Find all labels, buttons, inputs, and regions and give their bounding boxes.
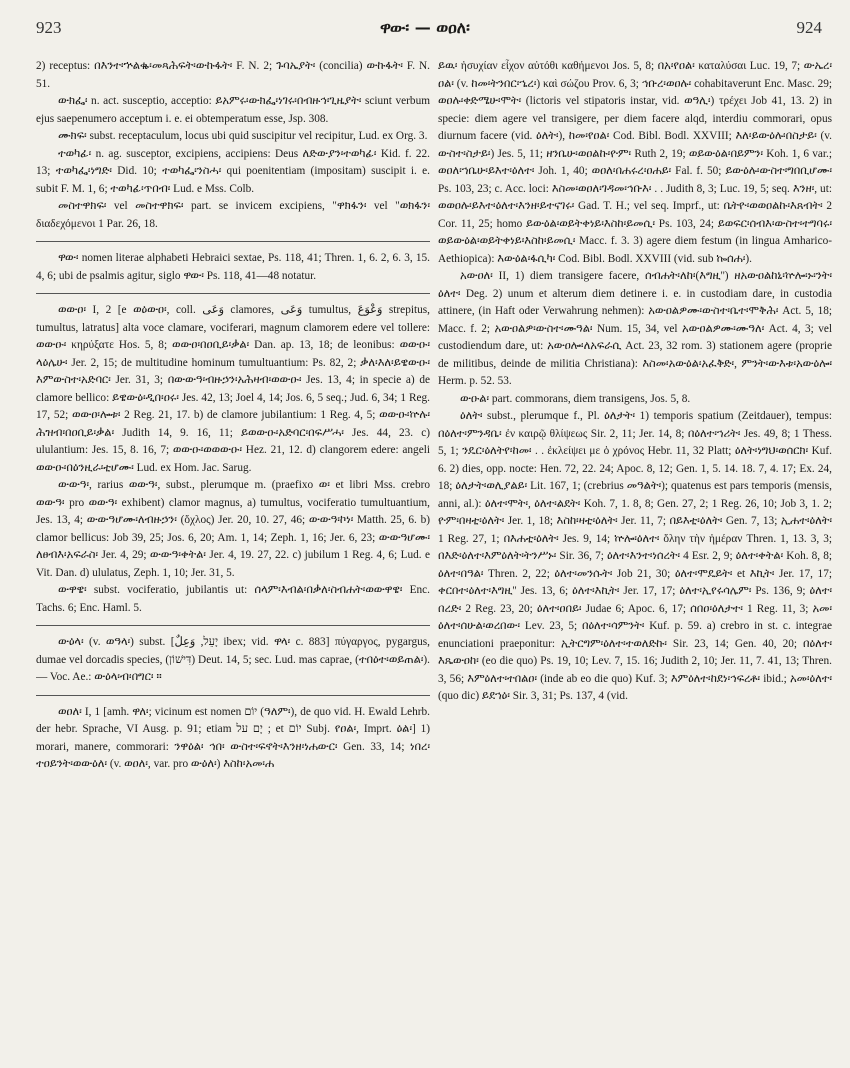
dictionary-entry: ውውዓ፡, rarius ወውዓ፡, subst., plerumque m. (praefixo ወ፡ et libri Mss. crebro ወውዓ፡ pro ወውዓ፡ exhibent) clamor magnus, a) tumultus, vociferatio tumultuantium, Jes. 13, 4; ውውዓሆሙ፡ለብዙኃን፡ (ὄχλος) Jer. 20, 10. 27, 46; ውውዓ፡ኮነ፡ Matth. 25, 6. b) clamor bellicus: Job 39, 25; Jos. 6, 20; Am. 1, 14; Zeph. 1, 16; Jer. 6, 23; ውውዓሆሙ፡ለፀብእ፡አፍራስ፡ Jer. 4, 29; ውውዓ፡ቀትል፡ Jer. 4, 19. 27, 22. c) jubilum 1 Reg. 4, 6; Lud. e Vit. Dan. d) ululatus, Zeph. 1, 10; Jer. 31, 5. [36,479,430,579]
dictionary-entry: ውክፌ፡ n. act. susceptio, acceptio: ይአምሩ፡ውክፌ፡ነገሩ፡በብዙኅ፡ጊዜያት፡ sciunt verbum ejus saepenumero acceptum i. e. ei obtemperatum esse, Jsp. 308. [36,95,430,125]
entry-divider [36,695,430,696]
running-title: ዋው፡ — ወዐለ፡ [380,18,470,37]
entry-divider [36,241,430,242]
dictionary-entry: ውዑል፡ part. commorans, diem transigens, Jos. 5, 8. [460,392,691,405]
dictionary-entry: ወውዐ፡ I, 2 [e ወዕውዐ፡, coll. وَعَى clamores, وَعَى tumultus, وَعْوَعَ strepitus, tumultus, latratus] alta voce clamare, vociferari, magnum clamorem edere vel tollere: ወውዑ፡ κηρύξατε Hos. 5, 8; ወውዐ፡በዐቢይ፡ቃል፡ Dan. ap. 13, 18; de leonibus: ወውዑ፡ላዕሌሁ፡ Jer. 2, 15; de multitudine hominum tumultuantium: Ps. 82, 2; ቃለ፡እለ፡ይዌውዑ፡እምውስተ፡አድባር፡ Jer. 31, 3; በውውዓ፡ብዙኃን፡አሕዛብ፡ወውዑ፡ Jes. 13, 4; in specie a) de clamore bellico: ይዌውዕ፡ዲበ፡ዐሩ፡ Jes. 42, 13; Joel 4, 14; Jos. 6, 5 seq.; Jud. 6, 34; 1 Reg. 17, 52; ወውዐ፡ሎቱ፡ 2 Reg. 21, 17. b) de clamore jubilantium: 1 Reg. 4, 5; ወውዑ፡ኵሉ፡ሕዝብ፡በዐቢይ፡ቃል፡ Judith 14, 9. 16, 11; ይወውዑ፡አድባር፡በፍሥሓ፡ Jes. 44, 23. c) ululantium: Jes. 15, 8. 16, 7; ወውዑ፡ወወውዑ፡ Hez. 21, 12. d) clangorem edere: angeli ወውዑ፡በዕንዚራ፡ቲሆሙ፡ Lud. ex Hom. Jac. Sarug. [36,304,430,474]
entry-divider [36,625,430,626]
page-number-right: 924 [796,18,822,37]
dictionary-entry: አውዐለ፡ II, 1) diem transigere facere, ሰብሐት፡ለከ፡(እግዚ'') ዘአውዐልከኒ፡ኵሎ፡ኑ፡ንት፡ዕለተ፡ Deg. 2) unum et alterum diem detinere i. e. in custodiam dare, in custodia attinere, (in Haft oder Verwahrung nehmen): አውዐልዎሙ፡ውስተ፡ቤተ፡ሞቅሕ፡ Act. 5, 18; Macc. f. 2; አውዐልዎ፡ውስተ፡ሙዓል፡ Num. 15, 34, vel አውዐልዎሙ፡ሙዓለ፡ Act. 4, 3; vel custodiendum dare, ut: አውዐሎ፡ለአፍራሲ Act. 23, 32 rom. 3) stationem agere (proprie de militibus, deinde de militia Christiana): እስመ፡አውዕል፡አፈቅድ፡, ምንት፡ውእቱ፡አውዕሎ፡ Herm. p. 52. 53. [438,270,832,387]
dictionary-entry: ውዋዌ፡ subst. vociferatio, jubilantis ut: ሰላም፡እብል፡በቃለ፡ስብሐት፡ወውዋዌ፡ Enc. Tachs. 6; Enc. Haml. 5. [36,584,430,614]
dictionary-entry: ዋው፡ nomen literae alphabeti Hebraici sextae, Ps. 118, 41; Thren. 1, 6. 2, 6. 3, 15. 4, 6; ubi de psalmis agitur, siglo ዋው፡ Ps. 118, 41—48 notatur. [36,252,430,282]
dictionary-entry: ውዕላ፡ (v. ወዓላ፡) subst. [יָעֵל, وَعِلٌ ibex; vid. ዋላ፡ c. 883] πύγαργος, pygargus, dumae vel dorcadis species, (דִּישׁוֹן) Deut. 14, 5; sec. Lud. mas caprae, (ተበዕተ፡ወይጠል፡). — Voc. Ae.: ውዕላ፡ብ፡በግር፡ ። [36,636,430,683]
dictionary-entry: ሙክፍ፡ subst. receptaculum, locus ubi quid suscipitur vel recipitur, Lud. ex Org. 3. [58,130,428,142]
dictionary-entry: ይዉ፡ ἡσυχίαν εἶχον αὐτόθι καθήμενοι Jos. 5, 8; በአ፡የዐል፡ καταλύσαι Luc. 19, 7; ውኤረ፡ዐል፡ (v. ከመ፡ትንበር፡ኄረ፡) καὶ σώζου Prov. 6, 3; ኅቡረ፡ወዐሉ፡ cohabitaverunt Enc. Masc. 29; ወዐሉ፡ቀድሜሁ፡ሞት፡ (lictoris vel stipatoris instar, vid. ወዓሊ፡) τρέχει Job 41, 13. 2) in specie: diem agere vel transigere, per diem facere alqd, interdiu commorari, opus diurnum facere (vid. ዕለት፡), ከመ፡የዐል፡ Cod. Bibl. Bodl. XXVIII; እለ፡ይውዕሉ፡በስታይ፡ (v. ውስተ፡ስታይ፡) Jes. 5, 11; ዘንቤሁ፡ወዐልኩ፡ዮም፡ Ruth 2, 19; ወይውዕል፡በይምን፡ Koh. 1, 6 var.; ወዐለ፡ኀቤሁ፡ይእተ፡ዕለተ፡ Joh. 1, 40; ወዐለ፡በሐሩረ፡ዐሐይ፡ Fal. f. 50; ይውዕሉ፡ውስተ፡ግበቢሆሙ፡ Ps. 103, 23; c. Acc. loci: እስመ፡ወዐለ፡ገዳመ፡ኅቡእ፡ . . Judith 8, 3; Luc. 19, 5; seq. እንዘ፡, ut: ወወዐሉ፡ይእተ፡ዕለተ፡እንዘ፡ይተናገሩ፡ Gad. T. H.; vel seq. Imprf., ut: ቤትዮ፡ወወዐልኩ፡እጸብት፡ 2 Cor. 11, 25; homo ይውዕል፡ወይትቀነይ፡እስከ፡ይመሲ፡ Ps. 103, 24; ይወፍር፡ሰብእ፡ውስተ፡ተግባሩ፡ወይውዕል፡ወይትቀነይ፡እስከ፡ይመሲ፡ Macc. f. 3. 3) agere diem festum (in lingua Amharico-Aethiopica): እውዕል፡ፋሲካ፡ Cod. Bibl. Bodl. XXVIII (vid. sub ኰሰሐ፡). [438,60,832,265]
page-number-left: 923 [36,18,62,37]
dictionary-entry: ወዐለ፡ I, 1 [amh. ዋለ፡; vicinum est nomen יוֹם (ዓለም፡), de quo vid. H. Ewald Lehrb. der hebr. Sprache, VI Ausg. p. 91; etiam יָם על ; et יוֹם Subj. የዐል፡, Imprt. ዕል፡] 1) morari, manere, commorari: ንዋዕል፡ ኅበ፡ ውስተ፡ፍኖት፡እንዘ፡ነሐውር፡ Gen. 33, 14; ነበረ፡ተዐይንት፡ወውዕለ፡ (v. ወዐለ፡, var. pro ውዕለ፡) እስከ፡አመ፡ሐ [36,705,430,770]
left-column [36,58,430,1058]
right-column [438,58,832,1058]
dictionary-entry: ተወካፊ፡ n. ag. susceptor, excipiens, accipiens: Deus ለድውያን፡ተወካፊ፡ Kid. f. 22. 13; ተወካፌ፡ነግድ፡ Did. 10; ተወካፌ፡ንስሓ፡ qui poenitentiam (impositam) suscipit i. e. subit F. M. 1, 6; ተወካፊ፡ጥበብ፡ Lud. e Mss. Colb. [36,147,430,195]
dictionary-entry: ዕለት፡ subst., plerumque f., Pl. ዕለታት፡ 1) temporis spatium (Zeitdauer), tempus: በዕለተ፡ምንዳቤ፡ ἐν καιρῷ θλίψεως Sir. 2, 11; Jer. 14, 8; በዕለተ፡ኀሪት፡ Jes. 49, 8; 1 Thess. 5, 1; ንዴር፡ዕለትየ፡ከመ፡ . . ἐκλείψει με ὁ χρόνος Hebr. 11, 32 Platt; ዕለት፡ነግህ፡ወሰርክ፡ Kuf. 6. 2) dies, opp. nocte: Hen. 72, 22. 24; Apoc. 8, 12; Gen. 1, 5. 14. 18. 7, 4. 17; Ex. 24, 18; ዕለታት፡ወሊያልይ፡ Lit. 167, 1; (crebrius መዓልት፡); quatenus est pars temporis (mensis, anni, al.): ዕለተ፡ሞት፡, ዕለተ፡ልደት፡ Koh. 7, 1. 8, 8; Gen. 27, 2; 1 Reg. 26, 10; Job 3, 1. 2; ዮም፡በዛቲ፡ዕለት፡ Jer. 1, 18; እስከ፡ዛቲ፡ዕለት፡ Jer. 11, 7; በይእቲ፡ዕለት፡ Gen. 7, 13; ኢሐተ፡ዕለት፡ 1 Reg. 27, 1; በእሐቲ፡ዕለት፡ Jes. 9, 14; ኵሎ፡ዕለተ፡ ὅλην τὴν ἡμέραν Thren. 1, 13. 3, 3; በእድ፡ዕለተ፡እምዕለት፡ትንሥኑ፡ Sir. 36, 7; ዕለተ፡እንተ፡ነሰረት፡ 4 Esr. 2, 9; ዕለተ፡ቀትል፡ Koh. 8, 8; ዕለተ፡በዓል፡ Thren. 2, 22; ዕለተ፡መንሱት፡ Job 21, 30; ዕለተ፡ሞዴይት፡ et እኪት፡ Jer. 17, 17; ቀርበተ፡ዕለተ፡እግዚ'' Jes. 13, 6; ዕለተ፡እኪት፡ Jer. 17, 17; ዕለተ፡ኢየሩሳሌም፡ Ps. 136, 9; ዕለተ፡በረድ፡ 2 Reg. 23, 20; ዕለተ፡ዐበይ፡ Judae 6; Apoc. 6, 17; ሰበዐ፡ዕለታተ፡ 1 Reg. 11, 3; አመ፡ዕለተ፡ሰሁል፡ወረበው፡ Lev. 23, 5; በዕለተ፡ሳምንት፡ Kuf. p. 59. a) crebro in st. c. integrae enunciationi praeponitur: ኢትርግም፡ዕለተ፡ተወለድኩ፡ Sir. 23, 14; Gen. 40, 20; በዕለተ፡እጼውዐከ፡ (eo die quo) Ps. 19, 10; Lev. 7, 15. 16; Judith 2, 10; Jer. 11, 7. 41, 13; Thren. 3, 56; እምዕለተ፡ተበልዐ፡ (inde ab eo die quo) Kuf. 3; እምዕለተ፡ከደነ፡ኅፍረቶ፡ ibid.; አመ፡ዕለተ፡ (quo dic) ይደኀዕ፡ Sir. 3, 31; Ps. 137, 4 (vid. [438,410,832,702]
entry-divider [36,293,430,294]
page-header [0,18,850,44]
dictionary-entry: 2) receptus: በእንተ፡ኍልቈ፡መጻሕፍት፡ውኩፋት፡ F. N. 2; ጉባኤያት፡ (concilia) ውኩፋት፡ F. N. 51. [36,60,430,90]
dictionary-entry: መስተዋክፍ፡ vel መስተዋክፍ፡ part. se invicem excipiens, "ዋክፋን፡ vel "ወክፋን፡ διαδεχόμενοι 1 Par. 26, 18. [36,200,430,230]
